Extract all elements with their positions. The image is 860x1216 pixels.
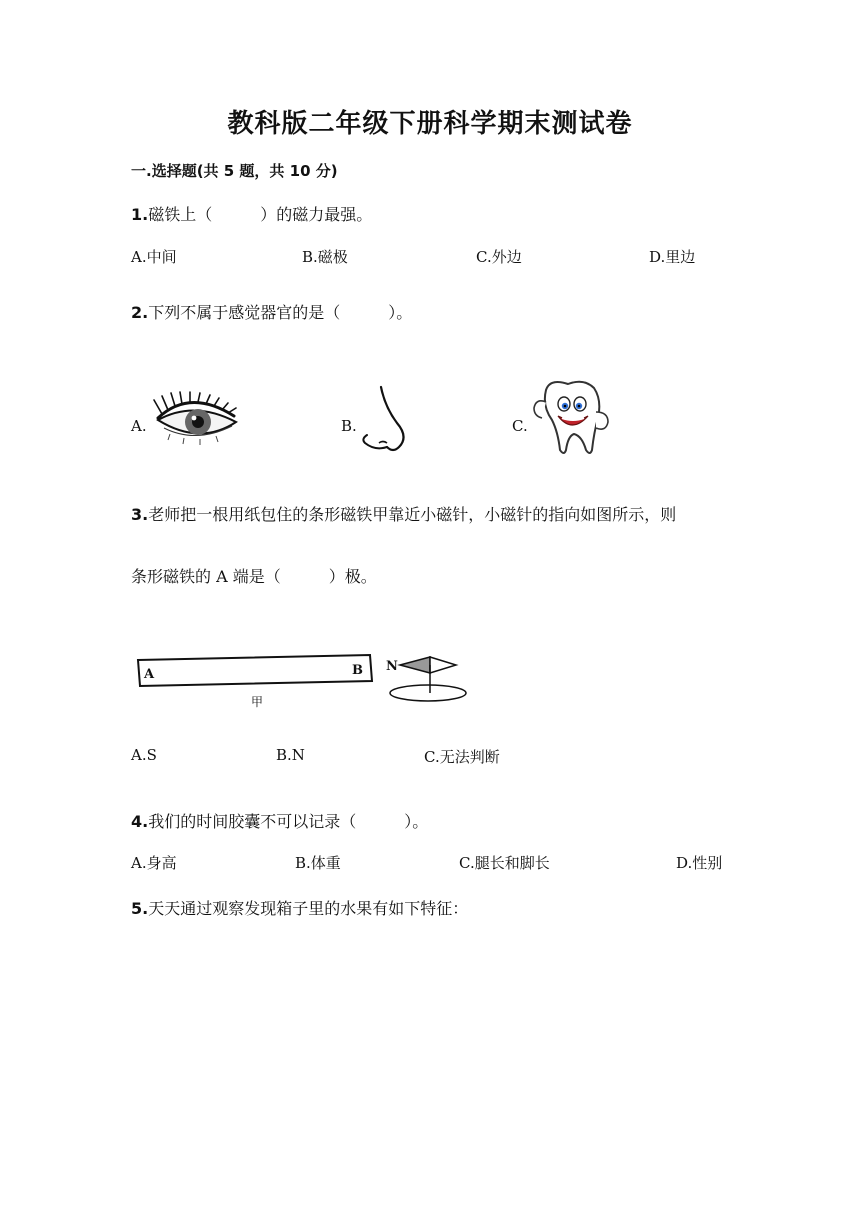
option-3a: A.S <box>131 746 157 764</box>
option-3c: C.无法判断 <box>424 748 500 766</box>
option-3b: B.N <box>276 746 305 764</box>
question-5 <box>131 896 468 919</box>
option-4a: A.身高 <box>131 854 177 872</box>
question-text: 我们的时间胶囊不可以记录（ ）。 <box>148 812 429 831</box>
question-number: 4. <box>131 812 149 831</box>
bar-magnet <box>138 655 372 686</box>
option-4c: C.腿长和脚长 <box>459 854 550 872</box>
option-4b: B.体重 <box>295 854 341 872</box>
question-number: 3. <box>131 505 149 524</box>
option-2a: A. <box>131 417 147 435</box>
eye-image <box>150 392 242 450</box>
magnet-label: 甲 <box>251 695 264 709</box>
option-1c: C.外边 <box>476 248 522 266</box>
option-1d: D.里边 <box>649 248 696 266</box>
option-2b: B. <box>341 417 357 435</box>
question-text: 下列不属于感觉器官的是（ ）。 <box>148 303 413 322</box>
question-2 <box>131 300 412 323</box>
option-2c: C. <box>512 417 528 435</box>
page-title: 教科版二年级下册科学期末测试卷 <box>227 109 633 139</box>
compass-needle-figure <box>386 651 468 705</box>
option-1a: A.中间 <box>131 248 177 266</box>
magnet-end-a: A <box>144 667 155 682</box>
question-number: 1. <box>131 205 149 224</box>
question-1 <box>131 202 372 225</box>
question-3 <box>131 502 676 525</box>
magnet-end-b: B <box>352 663 363 678</box>
question-text: 磁铁上（ ）的磁力最强。 <box>148 205 373 224</box>
question-number: 2. <box>131 303 149 322</box>
bar-magnet-figure <box>136 650 376 712</box>
question-text: 天天通过观察发现箱子里的水果有如下特征： <box>148 899 469 918</box>
tooth-image <box>528 376 614 458</box>
needle-label-n: N <box>386 659 398 674</box>
option-1b: B.磁极 <box>302 248 348 266</box>
section-heading: 一.选择题(共 5 题，共 10 分) <box>131 162 338 180</box>
option-4d: D.性别 <box>676 854 723 872</box>
nose-image <box>357 385 409 455</box>
question-3-continued: 条形磁铁的 A 端是（ ）极。 <box>131 567 377 586</box>
question-number: 5. <box>131 899 149 918</box>
question-text: 老师把一根用纸包住的条形磁铁甲靠近小磁针，小磁针的指向如图所示，则 <box>148 505 677 524</box>
question-4 <box>131 809 428 832</box>
